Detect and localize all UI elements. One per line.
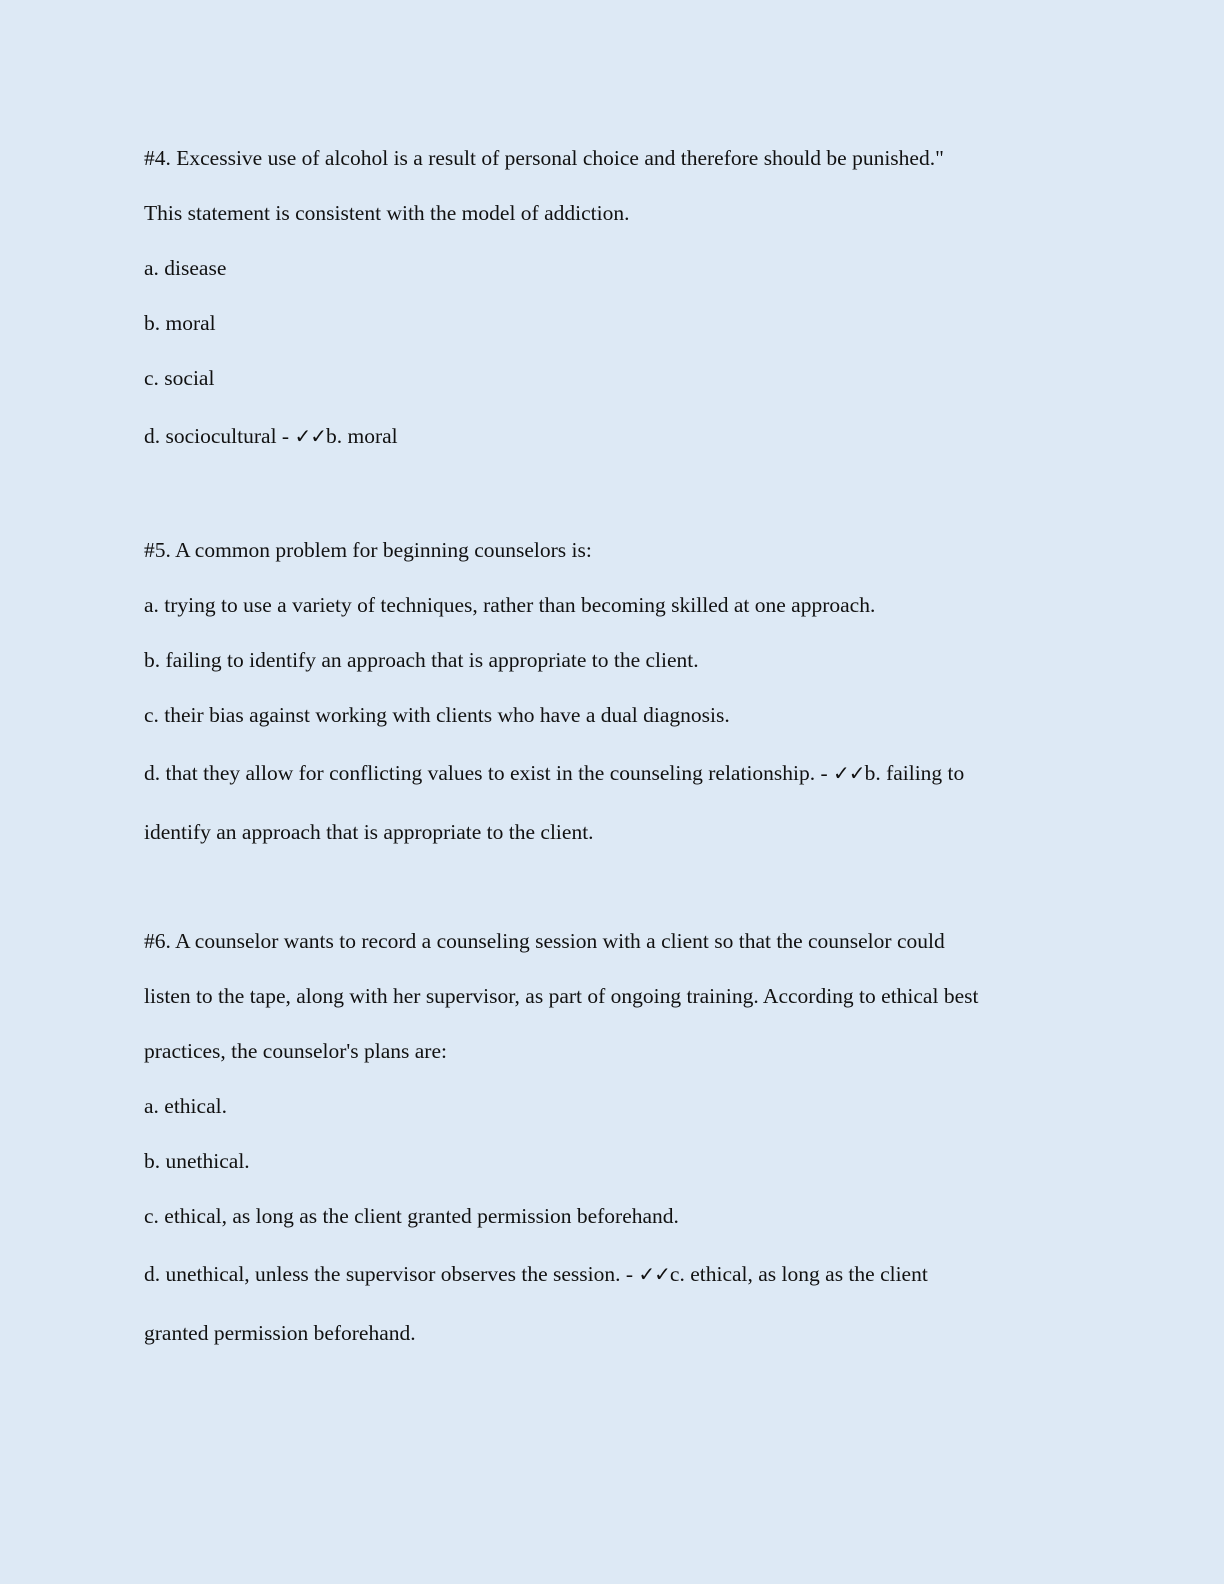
answer-text-continued: identify an approach that is appropriate to the client. bbox=[144, 820, 594, 844]
option-b: b. unethical. bbox=[144, 1149, 250, 1173]
question-stem: #6. A counselor wants to record a counseling session with a client so that the counselor could bbox=[144, 929, 945, 953]
question-stem: This statement is consistent with the model of addiction. bbox=[144, 201, 630, 225]
option-a: a. ethical. bbox=[144, 1094, 227, 1118]
answer-text: c. ethical, as long as the client bbox=[669, 1262, 928, 1286]
option-d: d. unethical, unless the supervisor observes the session. - bbox=[144, 1262, 639, 1286]
option-d: d. that they allow for conflicting values to exist in the counseling relationship. - bbox=[144, 761, 834, 785]
double-check-icon: ✓✓ bbox=[294, 424, 326, 448]
double-check-icon: ✓✓ bbox=[833, 761, 865, 785]
question-stem: #4. Excessive use of alcohol is a result of personal choice and therefore should be punished." bbox=[144, 146, 944, 170]
question-stem: practices, the counselor's plans are: bbox=[144, 1039, 447, 1063]
option-d-with-answer bbox=[144, 422, 398, 450]
option-d-with-answer bbox=[144, 1260, 928, 1288]
option-a: a. trying to use a variety of techniques, rather than becoming skilled at one approach. bbox=[144, 593, 876, 617]
option-c: c. social bbox=[144, 366, 215, 390]
answer-text: b. moral bbox=[325, 424, 398, 448]
option-d-with-answer bbox=[144, 759, 964, 787]
question-stem: listen to the tape, along with her supervisor, as part of ongoing training. According to ethical best bbox=[144, 984, 979, 1008]
option-a: a. disease bbox=[144, 256, 227, 280]
option-d: d. sociocultural - bbox=[144, 424, 295, 448]
option-c: c. ethical, as long as the client granted permission beforehand. bbox=[144, 1204, 679, 1228]
answer-text-continued: granted permission beforehand. bbox=[144, 1321, 416, 1345]
answer-text: b. failing to bbox=[864, 761, 965, 785]
question-stem: #5. A common problem for beginning counselors is: bbox=[144, 538, 592, 562]
option-c: c. their bias against working with clients who have a dual diagnosis. bbox=[144, 703, 730, 727]
double-check-icon: ✓✓ bbox=[638, 1262, 670, 1286]
option-b: b. moral bbox=[144, 311, 216, 335]
option-b: b. failing to identify an approach that is appropriate to the client. bbox=[144, 648, 699, 672]
